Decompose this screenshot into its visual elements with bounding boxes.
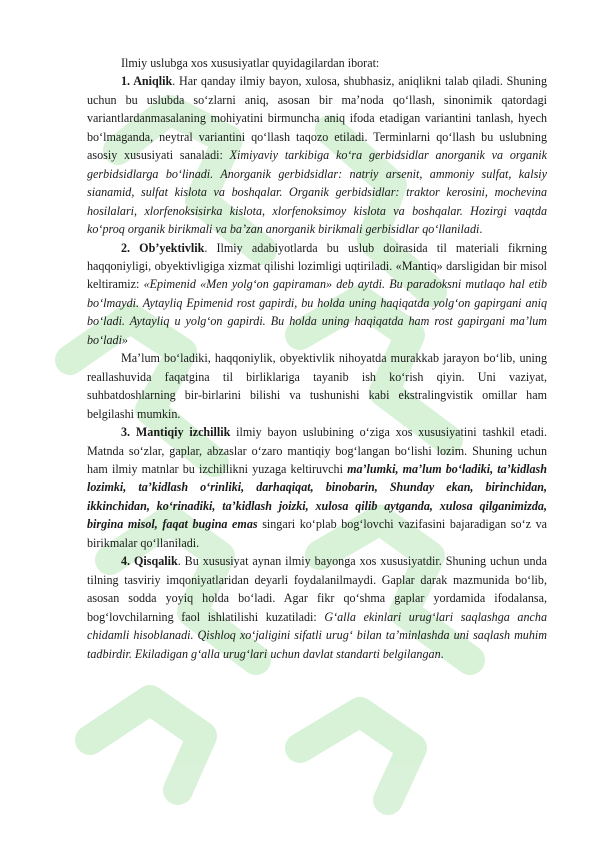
- section-coherence: [87, 423, 547, 552]
- section-heading: 3. Mantiqiy izchillik: [121, 425, 231, 440]
- section-heading: 2. Ob’yektivlik: [121, 240, 205, 255]
- section-text: ilmiy bayon uslubining o‘ziga xos xususiyatini tashkil etadi. Matnda so‘zlar, gaplar, abzaslar o‘zaro mantiqiy bog‘langan bo‘lishi lozim. Shuning uchun ham ilmiy matnlar bu izchillikni yuzaga keltiruvchi: [87, 425, 547, 476]
- connectors-list: ma’lumki, ma’lum bo‘ladiki, ta’kidlash lozimki, ta’kidlash o‘rinliki, darhaqiqat, binobarin, Shunday ekan, birinchidan, ikkinchidan, ko‘rinadiki, ta’kidlash joizki, xulosa qilib aytganda, xulosa qilganimizda, birgina misol, faqat bugina emas: [87, 461, 547, 532]
- watermark-stroke: [90, 700, 202, 790]
- section-text: . Ilmiy adabiyotlarda bu uslub doirasida til materiali fikrning haqqoniyligi, obyektivligiga xizmat qilishi lozimligi uqtiriladi. «Mantiq» darsligidan bir misol keltiramiz:: [87, 240, 547, 292]
- section-end: .: [440, 646, 444, 661]
- section-text-continued: singari ko‘plab bog‘lovchi vazifasini bajaradigan so‘z va birikmalar qo‘llaniladi.: [87, 517, 547, 550]
- intro-text: Ilmiy uslubga xos xususiyatlar quyidagilardan iborat:: [121, 56, 380, 70]
- watermark-stroke: [300, 712, 412, 800]
- section-text: . Har qanday ilmiy bayon, xulosa, shubhasiz, aniqlikni talab qiladi. Shuning uchun bu uslubda so‘zlarni aniq, asosan bir ma’noda qo‘llash, sinonimik qatordagi variantlardanmasalaning mohiyatini birmuncha aniq ifoda etadigan variantini tanlash, hyech bo‘lmaganda, neytral variantini qo‘llash taqozo etiladi. Terminlarni qo‘llash bu uslubning asosiy xususiyati sanaladi:: [87, 74, 547, 163]
- section-end: .: [479, 222, 483, 237]
- section-accuracy: [87, 72, 547, 238]
- objectivity-note: [87, 349, 547, 423]
- example-text: «Epimenid «Men yolg‘on gapiraman» deb aytdi. Bu paradoksni mutlaqo hal etib bo‘lmaydi. Aytayliq Epimenid rost gapirdi, bu holda uning haqiqatda yolg‘on gapirgani aniq bo‘ladi. Aytayliq u yolg‘on gapirdi. Bu holda uning haqiqatda ham rost gapirgani ma’lum bo‘ladi»: [87, 277, 547, 347]
- intro-paragraph: [87, 54, 547, 72]
- section-brevity: [87, 552, 547, 663]
- example-text: Ximiyaviy tarkibiga ko‘ra gerbidsidlar anorganik va organik gerbidsidlarga bo‘linadi. Anorganik gerbidsidlar: natriy arsenit, ammoniy sulfat, kalsiy sianamid, sulfat kislota va boshqalar. Organik gerbidsidlar: traktor kerosini, mochevina hosilalari, xlorfenoksisirka kislota, xlorfenoksimoy kislota va boshqalar. Hozirgi vaqtda ko‘proq organik birikmali va ba’zan anorganik birikmali gerbisidlar qo‘llaniladi: [87, 148, 548, 237]
- section-objectivity: [87, 239, 547, 350]
- example-text: G‘alla ekinlari urug‘lari saqlashga ancha chidamli hisoblanadi. Qishloq xo‘jaligini sifatli urug‘ bilan ta’minlashda uni saqlash muhim tadbirdir. Ekiladigan g‘alla urug‘lari uchun davlat standarti belgilangan: [87, 609, 547, 661]
- page-body: [87, 54, 547, 663]
- section-heading: 4. Qisqalik: [121, 554, 178, 569]
- section-text: . Bu xususiyat aynan ilmiy bayonga xos xususiyatdir. Shuning uchun unda tilning tasviriy imqoniyatlaridan deyarli foydalanilmaydi. Gaplar darak mazmunida bo‘lib, asosan sodda yoyiq holda bo‘ladi. Agar fikr qo‘shma gaplar yordamida ifodalansa, bog‘lovchilarning faol ishlatilishi kuzatiladi:: [87, 554, 547, 624]
- section-heading: 1. Aniqlik: [121, 74, 173, 89]
- paragraph-text: Ma’lum bo‘ladiki, haqqoniylik, obyektivlik nihoyatda murakkab jarayon bo‘lib, uning reallashuvida faqatgina til birliklariga tayanib ish ko‘rish qiyin. Uni vaziyat, suhbatdoshlarning bir-birlarini bilishi va tushunishi kabi ekstralingvistik omillar ham belgilashi mumkin.: [87, 351, 547, 421]
